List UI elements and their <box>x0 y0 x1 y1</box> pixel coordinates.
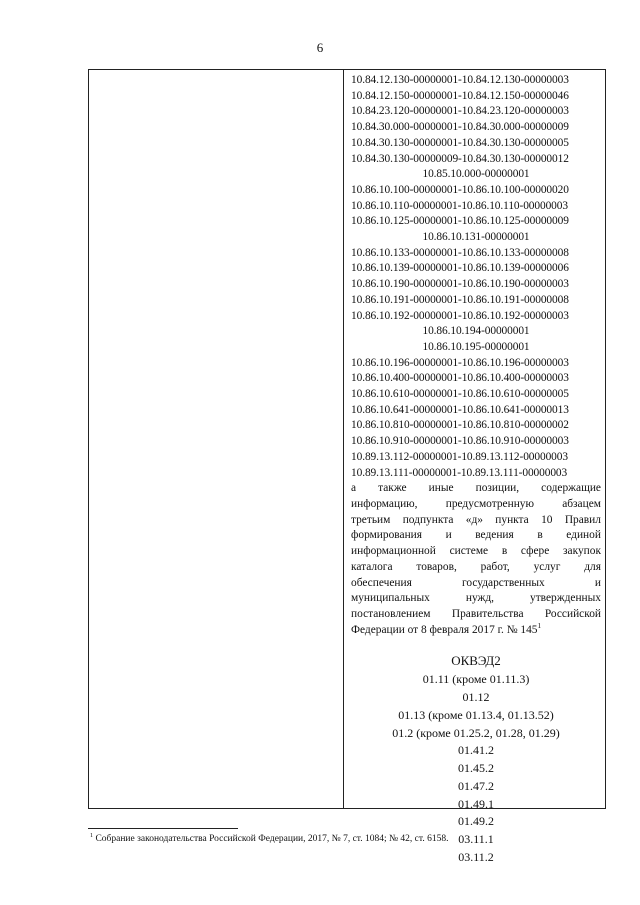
ktru-code-line: 10.86.10.641-00000001-10.86.10.641-00000013 <box>351 403 569 416</box>
paragraph-word: «д» <box>465 513 483 526</box>
ktru-code-line: 10.86.10.400-00000001-10.86.10.400-00000003 <box>351 372 569 385</box>
paragraph-word: 10 <box>541 513 553 526</box>
paragraph-word: третьим <box>351 513 391 526</box>
ktru-code-line: 10.86.10.194-00000001 <box>422 325 530 338</box>
paragraph-word: в <box>537 529 543 542</box>
paragraph-word: информационной <box>351 545 436 558</box>
paragraph-word: формирования <box>351 529 423 542</box>
paragraph-word: единой <box>566 529 601 542</box>
ktru-code-line: 10.86.10.190-00000001-10.86.10.190-00000003 <box>351 278 569 291</box>
paragraph-line <box>351 544 601 560</box>
footnote-marker: 1 <box>90 832 94 839</box>
paragraph-line <box>351 560 601 576</box>
ktru-code-line: 10.85.10.000-00000001 <box>422 168 530 181</box>
footnote-separator <box>88 828 238 829</box>
ktru-code-line: 10.86.10.125-00000001-10.86.10.125-00000009 <box>351 215 569 228</box>
okved-item: 01.41.2 <box>458 743 494 758</box>
paragraph-word: позиции, <box>475 482 520 495</box>
okved-item: 03.11.2 <box>458 850 494 865</box>
okved-item: 03.11.1 <box>458 832 494 847</box>
paragraph-word: также <box>378 482 407 495</box>
ktru-code-line: 10.86.10.195-00000001 <box>422 340 530 353</box>
ktru-code-line: 10.86.10.191-00000001-10.86.10.191-00000008 <box>351 293 569 306</box>
paragraph-word: информацию, <box>351 497 418 510</box>
paragraph-word: обеспечения <box>351 576 412 589</box>
paragraph-word: предусмотренную <box>445 497 534 510</box>
paragraph-word: закупок <box>563 545 601 558</box>
ktru-code-line: 10.89.13.111-00000001-10.89.13.111-00000003 <box>351 466 568 479</box>
ktru-code-line: 10.86.10.196-00000001-10.86.10.196-00000003 <box>351 356 569 369</box>
ktru-code-line: 10.86.10.131-00000001 <box>422 231 530 244</box>
paragraph-word: утвержденных <box>530 592 601 605</box>
okved-item: 01.13 (кроме 01.13.4, 01.13.52) <box>398 707 554 722</box>
paragraph-line <box>351 620 601 639</box>
ktru-code-line: 10.86.10.100-00000001-10.86.10.100-00000020 <box>351 183 569 196</box>
paragraph-word: муниципальных <box>351 592 430 605</box>
paragraph-word: и <box>594 576 601 589</box>
footnote-text: Собрание законодательства Российской Федерации, 2017, № 7, ст. 1084; № 42, ст. 6158. <box>93 834 449 844</box>
ktru-code-line: 10.84.30.130-00000001-10.84.30.130-00000005 <box>351 136 569 149</box>
ktru-code-line: 10.86.10.192-00000001-10.86.10.192-00000003 <box>351 309 569 322</box>
paragraph-word: Российской <box>544 607 601 620</box>
ktru-code-line: 10.84.30.000-00000001-10.84.30.000-00000009 <box>351 121 569 134</box>
paragraph-word: работ, <box>480 560 510 573</box>
footnote-reference: 1 <box>537 620 542 630</box>
paragraph-word: абзацем <box>562 497 601 510</box>
paragraph-line <box>351 576 601 592</box>
paragraph-word: нужд, <box>465 592 495 605</box>
ktru-code-line: 10.86.10.810-00000001-10.86.10.810-00000002 <box>351 419 569 432</box>
ktru-code-line: 10.86.10.133-00000001-10.86.10.133-00000008 <box>351 246 569 259</box>
ktru-codes-list <box>351 73 601 481</box>
okved-item: 01.11 (кроме 01.11.3) <box>422 672 530 687</box>
ktru-code-line: 10.86.10.110-00000001-10.86.10.110-00000003 <box>351 199 568 212</box>
ktru-code-line: 10.84.30.130-00000009-10.84.30.130-00000012 <box>351 152 569 165</box>
okved-item: 01.47.2 <box>458 778 494 793</box>
paragraph-word: государственных <box>461 576 545 589</box>
paragraph-word: товаров, <box>416 560 457 573</box>
paragraph-word: Правил <box>564 513 601 526</box>
paragraph-line <box>351 591 601 607</box>
paragraph-line <box>351 528 601 544</box>
footnote <box>90 834 448 844</box>
paragraph-word: постановлением <box>351 607 431 620</box>
column-divider <box>343 70 344 808</box>
paragraph-word: а <box>351 482 357 495</box>
paragraph-word: Правительства <box>451 607 524 620</box>
ktru-code-line: 10.86.10.139-00000001-10.86.10.139-00000006 <box>351 262 569 275</box>
paragraph-word: пункта <box>495 513 529 526</box>
paragraph-word: подпункта <box>402 513 454 526</box>
ktru-code-line: 10.86.10.910-00000001-10.86.10.910-00000003 <box>351 435 569 448</box>
ktru-code-line: 10.89.13.112-00000001-10.89.13.112-00000003 <box>351 450 568 463</box>
okved-item: 01.12 <box>462 689 490 704</box>
paragraph-word: каталога <box>351 560 393 573</box>
paragraph-line <box>351 481 601 497</box>
ktru-code-line: 10.86.10.610-00000001-10.86.10.610-00000005 <box>351 388 569 401</box>
okved-item: 01.49.1 <box>458 796 494 811</box>
okved-item: 01.49.2 <box>458 814 494 829</box>
paragraph-word: ведения <box>475 529 514 542</box>
okved-item: 01.45.2 <box>458 761 494 776</box>
right-cell <box>351 73 601 867</box>
paragraph-word: в <box>501 545 508 558</box>
okved-title: ОКВЭД2 <box>451 653 501 669</box>
paragraph-word: услуг <box>533 560 561 573</box>
paragraph-word: иные <box>428 482 454 495</box>
paragraph-line <box>351 497 601 513</box>
okved-item: 01.2 (кроме 01.25.2, 01.28, 01.29) <box>392 725 560 740</box>
ktru-code-line: 10.84.23.120-00000001-10.84.23.120-00000003 <box>351 105 569 118</box>
page-number: 6 <box>316 40 324 55</box>
additional-positions-paragraph <box>351 481 601 638</box>
paragraph-line <box>351 607 601 623</box>
paragraph-word: сфере <box>520 545 550 558</box>
paragraph-line <box>351 513 601 529</box>
paragraph-word: системе <box>449 545 489 558</box>
paragraph-word: и <box>445 529 452 542</box>
ktru-code-line: 10.84.12.150-00000001-10.84.12.150-00000046 <box>351 89 569 102</box>
ktru-code-line: 10.84.12.130-00000001-10.84.12.130-00000003 <box>351 74 569 86</box>
paragraph-word: для <box>584 560 601 573</box>
paragraph-word: Федерации от 8 февраля 2017 г. № 145 <box>351 623 538 636</box>
paragraph-word: содержащие <box>541 482 601 495</box>
